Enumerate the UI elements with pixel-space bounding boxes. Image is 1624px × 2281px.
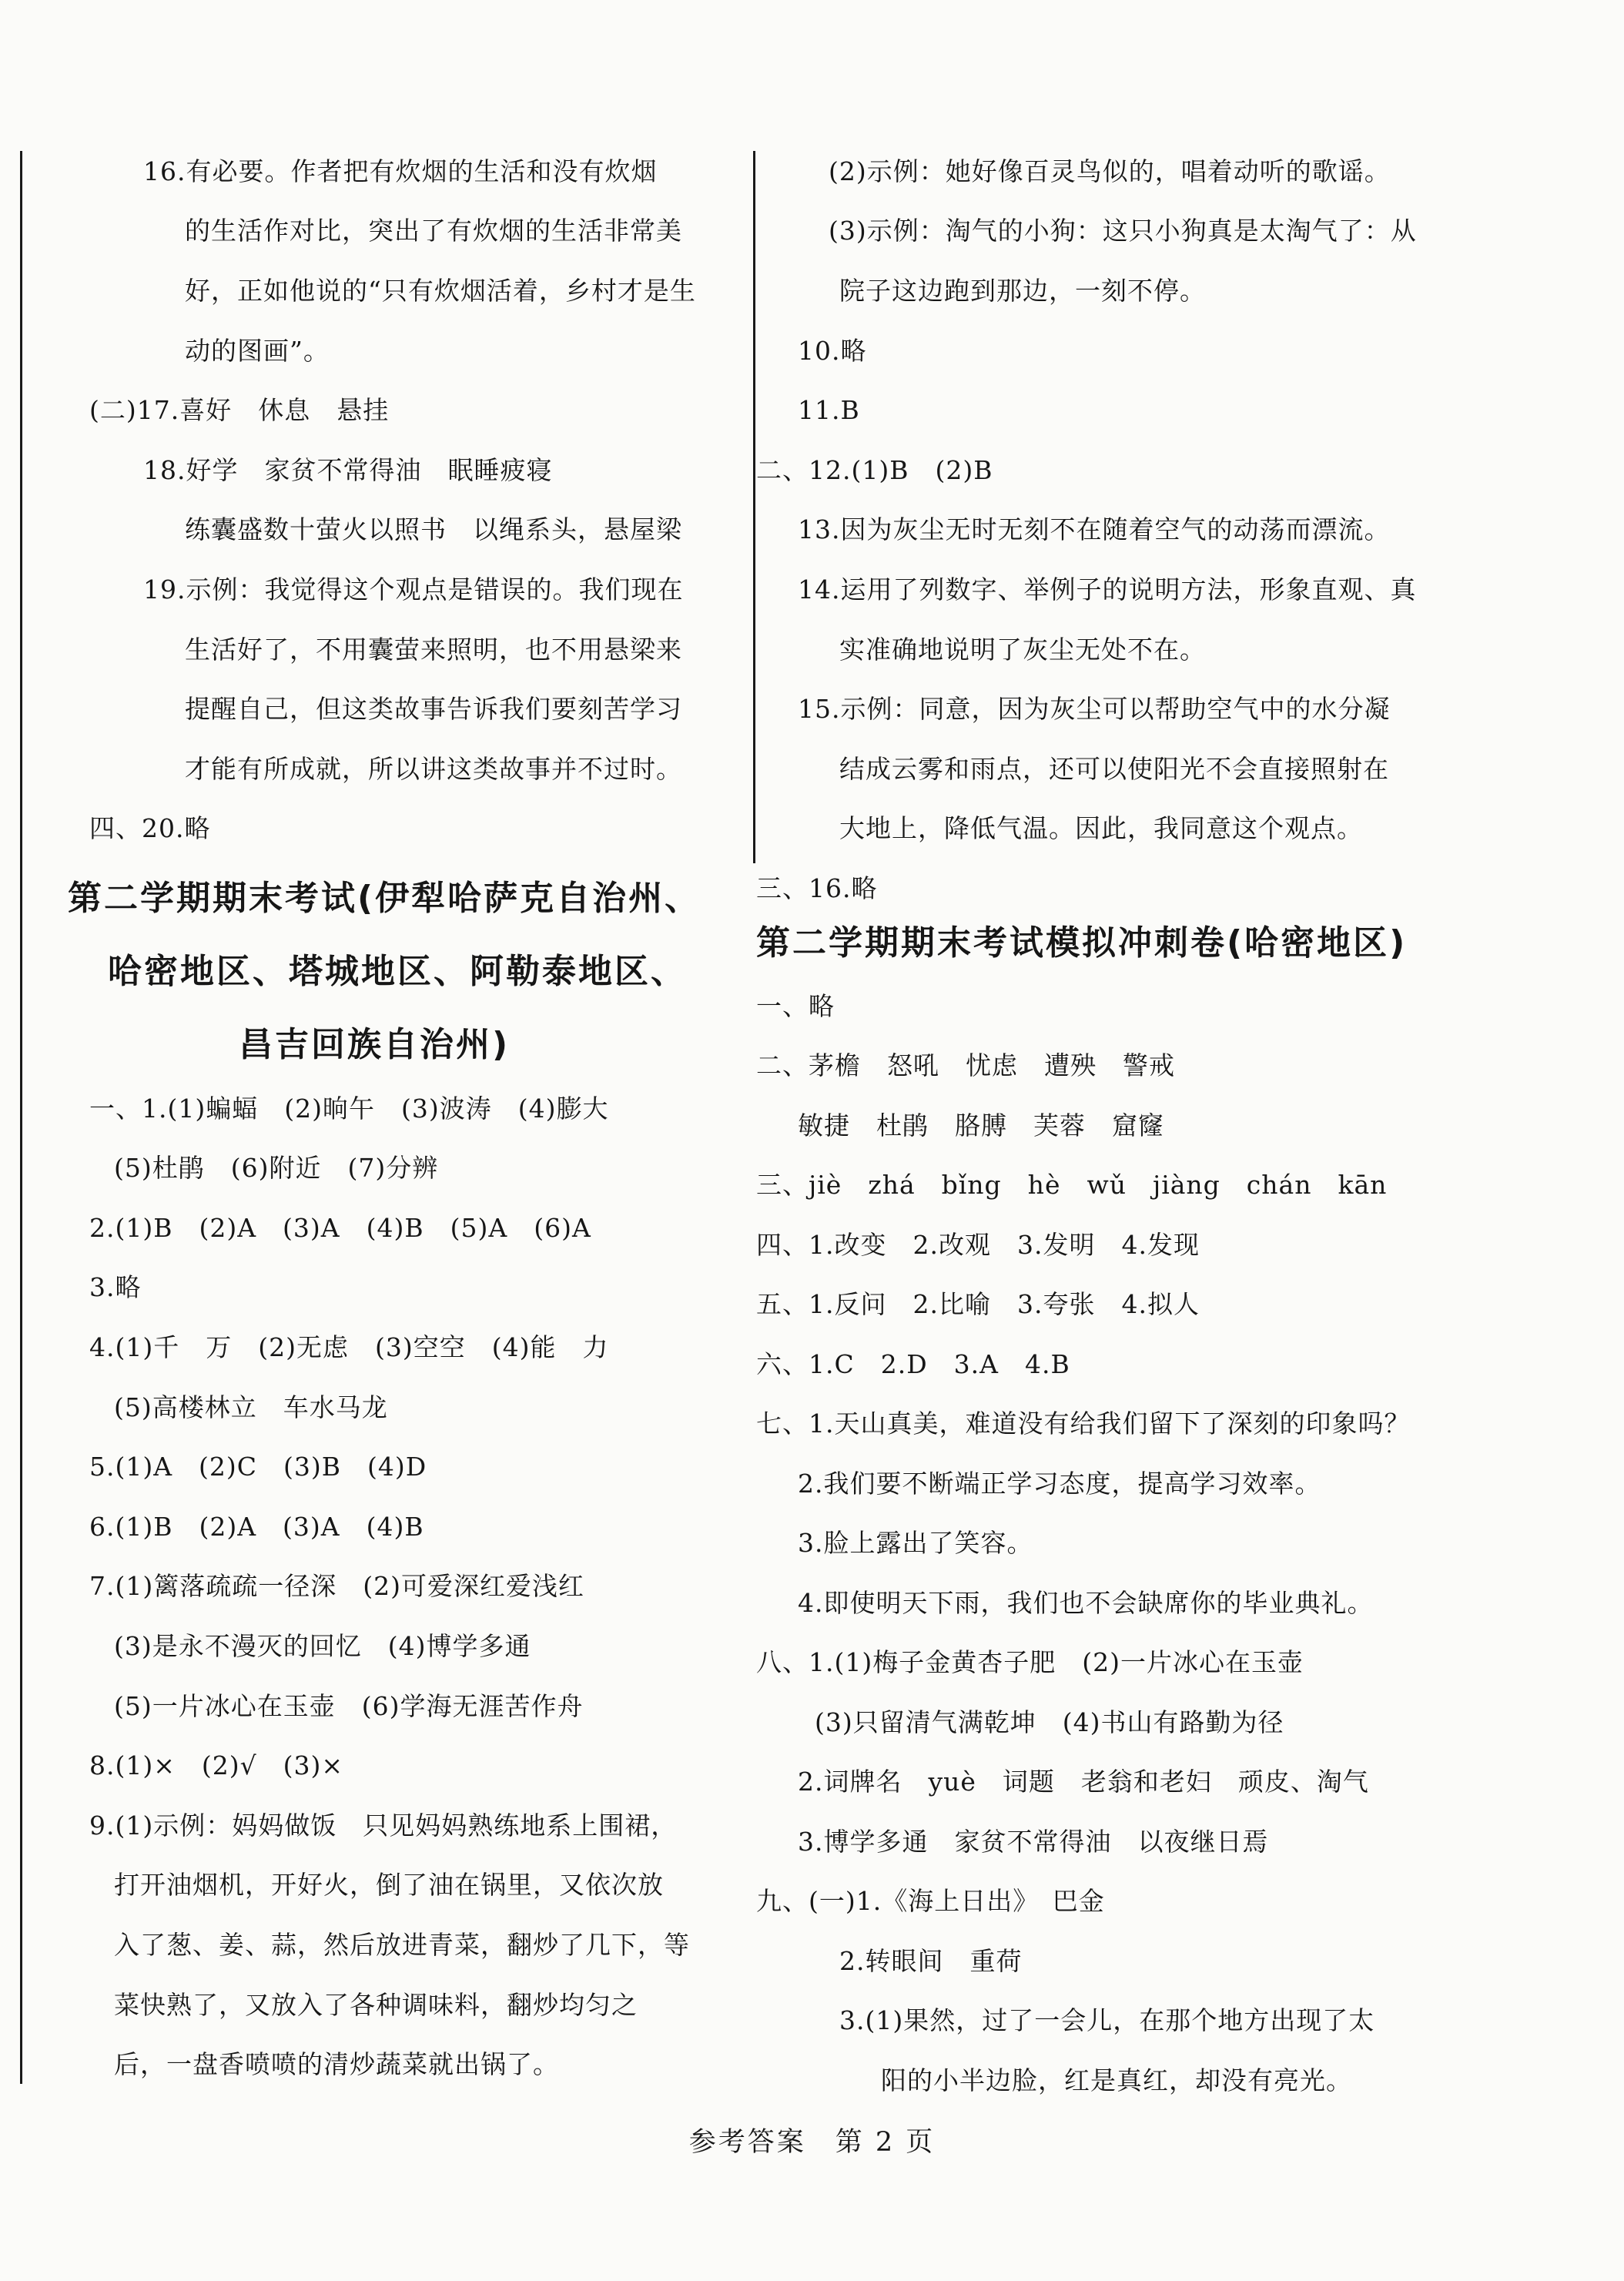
answer-line: 4.即使明天下雨，我们也不会缺席你的毕业典礼。 bbox=[798, 1588, 1374, 1618]
section-title: 哈密地区、塔城地区、阿勒泰地区、 bbox=[108, 952, 687, 991]
answer-line: 五、1.反问 2.比喻 3.夸张 4.拟人 bbox=[756, 1289, 1200, 1319]
answer-line: 一、略 bbox=[756, 991, 835, 1021]
answer-line: 3.略 bbox=[89, 1272, 142, 1302]
answer-line: 才能有所成就，所以讲这类故事并不过时。 bbox=[185, 754, 682, 784]
answer-line: 大地上，降低气温。因此，我同意这个观点。 bbox=[839, 813, 1363, 843]
answer-line: 二、茅檐 怒吼 忧虑 遭殃 警戒 bbox=[756, 1050, 1175, 1080]
answer-line: 的生活作对比，突出了有炊烟的生活非常美 bbox=[185, 216, 682, 246]
answer-line: 8.(1)× (2)√ (3)× bbox=[89, 1750, 344, 1780]
answer-line: 好，正如他说的“只有炊烟活着，乡村才是生 bbox=[185, 276, 696, 306]
answer-line: (5)一片冰心在玉壶 (6)学海无涯苦作舟 bbox=[114, 1691, 584, 1721]
answer-line: 三、jiè zhá bǐng hè wǔ jiàng chán kān bbox=[756, 1170, 1388, 1200]
answer-line: 四、20.略 bbox=[89, 813, 211, 843]
column-divider bbox=[753, 151, 755, 863]
answer-line: 4.(1)千 万 (2)无虑 (3)空空 (4)能 力 bbox=[89, 1332, 609, 1362]
answer-line: (5)杜鹃 (6)附近 (7)分辨 bbox=[114, 1153, 439, 1183]
answer-line: (3)示例：淘气的小狗：这只小狗真是太淘气了：从 bbox=[829, 216, 1417, 246]
answer-line: 生活好了，不用囊萤来照明，也不用悬梁来 bbox=[185, 635, 682, 665]
answer-line: 5.(1)A (2)C (3)B (4)D bbox=[89, 1452, 427, 1482]
answer-line: 16.有必要。作者把有炊烟的生活和没有炊烟 bbox=[143, 156, 658, 186]
answer-line: 院子这边跑到那边，一刻不停。 bbox=[839, 276, 1206, 306]
answer-line: 六、1.C 2.D 3.A 4.B bbox=[756, 1349, 1070, 1379]
answer-line: (2)示例：她好像百灵鸟似的，唱着动听的歌谣。 bbox=[829, 156, 1391, 186]
answer-line: (3)只留清气满乾坤 (4)书山有路勤为径 bbox=[815, 1707, 1284, 1737]
answer-line: (5)高楼林立 车水马龙 bbox=[114, 1392, 388, 1422]
answer-line: 入了葱、姜、蒜，然后放进青菜，翻炒了几下，等 bbox=[114, 1930, 690, 1960]
answer-line: 2.转眼间 重荷 bbox=[839, 1946, 1023, 1976]
left-margin-rule bbox=[20, 151, 22, 2084]
section-title: 第二学期期末考试(伊犁哈萨克自治州、 bbox=[68, 879, 702, 918]
answer-line: 19.示例：我觉得这个观点是错误的。我们现在 bbox=[143, 574, 684, 605]
answer-line: 7.(1)篱落疏疏一径深 (2)可爱深红爱浅红 bbox=[89, 1571, 584, 1601]
answer-line: 3.博学多通 家贫不常得油 以夜继日焉 bbox=[798, 1827, 1269, 1857]
answer-line: 2.我们要不断端正学习态度，提高学习效率。 bbox=[798, 1469, 1321, 1499]
answer-line: 6.(1)B (2)A (3)A (4)B bbox=[89, 1512, 424, 1542]
answer-line: 三、16.略 bbox=[756, 873, 878, 903]
section-title: 昌吉回族自治州) bbox=[239, 1025, 511, 1064]
answer-line: 9.(1)示例：妈妈做饭 只见妈妈熟练地系上围裙， bbox=[89, 1810, 678, 1841]
answer-line: 打开油烟机，开好火，倒了油在锅里，又依次放 bbox=[114, 1870, 664, 1900]
answer-line: 实准确地说明了灰尘无处不在。 bbox=[839, 635, 1206, 665]
answer-line: 七、1.天山真美，难道没有给我们留下了深刻的印象吗？ bbox=[756, 1408, 1411, 1439]
answer-line: 菜快熟了，又放入了各种调味料，翻炒均匀之 bbox=[114, 1990, 638, 2020]
answer-line: 15.示例：同意，因为灰尘可以帮助空气中的水分凝 bbox=[798, 694, 1391, 724]
answer-line: 11.B bbox=[798, 395, 860, 425]
answer-line: 13.因为灰尘无时无刻不在随着空气的动荡而漂流。 bbox=[798, 514, 1391, 544]
answer-line: (二)17.喜好 休息 悬挂 bbox=[89, 395, 390, 425]
answer-line: 2.(1)B (2)A (3)A (4)B (5)A (6)A bbox=[89, 1213, 591, 1243]
answer-line: 10.略 bbox=[798, 336, 867, 366]
answer-line: 四、1.改变 2.改观 3.发明 4.发现 bbox=[756, 1230, 1200, 1260]
answer-line: 3.脸上露出了笑容。 bbox=[798, 1528, 1033, 1558]
answer-line: 后，一盘香喷喷的清炒蔬菜就出锅了。 bbox=[114, 2049, 559, 2079]
section-title: 第二学期期末考试模拟冲刺卷(哈密地区) bbox=[756, 923, 1408, 963]
answer-line: 结成云雾和雨点，还可以使阳光不会直接照射在 bbox=[839, 754, 1389, 784]
answer-line: 九、(一)1.《海上日出》 巴金 bbox=[756, 1886, 1105, 1916]
answer-line: 3.(1)果然，过了一会儿，在那个地方出现了太 bbox=[839, 2005, 1375, 2035]
answer-line: 18.好学 家贫不常得油 眠睡疲寝 bbox=[143, 455, 553, 485]
answer-line: 2.词牌名 yuè 词题 老翁和老妇 顽皮、淘气 bbox=[798, 1767, 1369, 1797]
answer-line: 八、1.(1)梅子金黄杏子肥 (2)一片冰心在玉壶 bbox=[756, 1647, 1304, 1677]
answer-line: 14.运用了列数字、举例子的说明方法，形象直观、真 bbox=[798, 574, 1417, 605]
answer-line: 敏捷 杜鹃 胳膊 芙蓉 窟窿 bbox=[798, 1110, 1164, 1140]
answer-line: 提醒自己，但这类故事告诉我们要刻苦学习 bbox=[185, 694, 682, 724]
answer-line: 阳的小半边脸，红是真红，却没有亮光。 bbox=[881, 2065, 1352, 2095]
page-footer: 参考答案 第 2 页 bbox=[688, 2127, 936, 2158]
answer-line: 一、1.(1)蝙蝠 (2)晌午 (3)波涛 (4)膨大 bbox=[89, 1094, 609, 1124]
answer-line: 动的图画”。 bbox=[185, 336, 330, 366]
answer-line: 二、12.(1)B (2)B bbox=[756, 455, 993, 485]
answer-line: 练囊盛数十萤火以照书 以绳系头，悬屋梁 bbox=[185, 514, 682, 544]
answer-line: (3)是永不漫灭的回忆 (4)博学多通 bbox=[114, 1631, 531, 1661]
